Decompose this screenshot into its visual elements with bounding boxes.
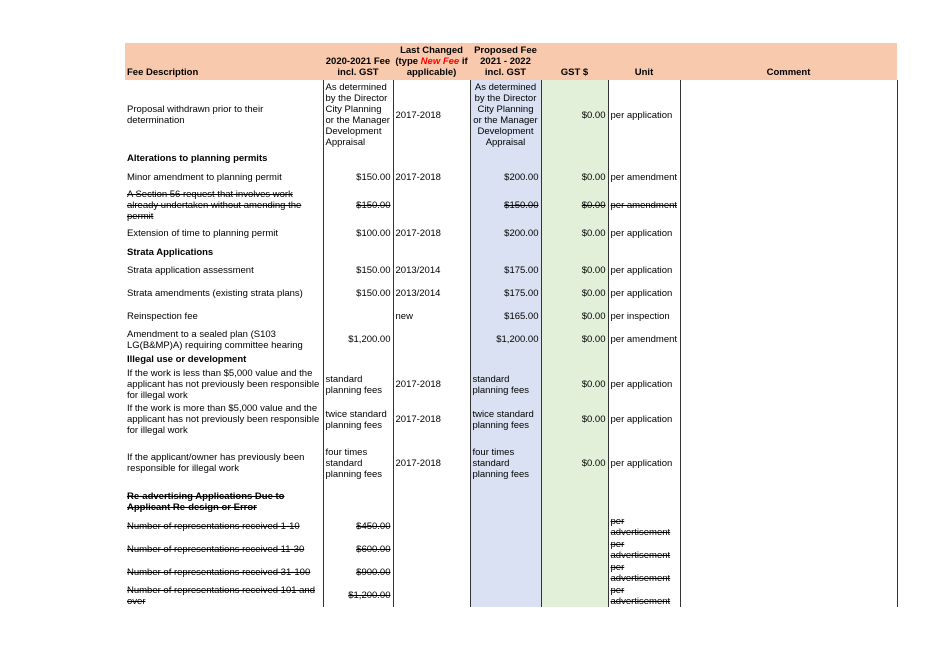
cell-proposed-fee bbox=[470, 351, 541, 367]
cell-gst: $0.00 bbox=[541, 328, 608, 351]
cell-fee-2020: standard planning fees bbox=[323, 367, 393, 402]
cell-proposed-fee: As determined by the Director City Planning or the Manager Development Appraisal bbox=[470, 80, 541, 150]
cell-comment bbox=[680, 150, 897, 166]
cell-comment bbox=[680, 222, 897, 245]
cell-fee-2020: $600.00 bbox=[323, 538, 393, 561]
cell-comment bbox=[680, 245, 897, 259]
cell-unit: per application bbox=[608, 402, 680, 437]
cell-unit: per application bbox=[608, 282, 680, 305]
cell-fee-2020: $150.00 bbox=[323, 259, 393, 282]
cell-comment bbox=[680, 351, 897, 367]
header-last-changed-line1: Last Changed bbox=[400, 45, 463, 56]
cell-unit: per application bbox=[608, 437, 680, 489]
section-heading-row bbox=[125, 150, 897, 166]
cell-fee-2020: $900.00 bbox=[323, 561, 393, 584]
cell-proposed-fee: twice standard planning fees bbox=[470, 402, 541, 437]
cell-last-changed bbox=[393, 351, 470, 367]
cell-fee-description: Re-advertising Applications Due to Applicant Re-design or Error bbox=[127, 491, 285, 513]
cell-proposed-fee: $175.00 bbox=[470, 282, 541, 305]
cell-comment bbox=[680, 402, 897, 437]
cell-fee-2020: $1,200.00 bbox=[323, 584, 393, 607]
cell-unit: per advertisement bbox=[608, 538, 680, 561]
cell-fee-description: Amendment to a sealed plan (S103 LG(B&MP)A) requiring committee hearing bbox=[127, 328, 303, 351]
table-row bbox=[125, 402, 897, 437]
cell-fee-description: If the applicant/owner has previously been responsible for illegal work bbox=[127, 452, 305, 474]
table-row bbox=[125, 189, 897, 222]
cell-fee-description: Strata application assessment bbox=[127, 265, 254, 276]
cell-gst: $0.00 bbox=[541, 402, 608, 437]
cell-unit: per amendment bbox=[608, 328, 680, 351]
cell-fee-2020: $450.00 bbox=[323, 515, 393, 538]
cell-proposed-fee bbox=[470, 245, 541, 259]
header-comment: Comment bbox=[680, 43, 897, 80]
cell-comment bbox=[680, 437, 897, 489]
fee-schedule-sheet bbox=[125, 43, 897, 607]
cell-unit bbox=[608, 489, 680, 515]
cell-last-changed: new bbox=[393, 305, 470, 328]
header-last-changed bbox=[393, 43, 470, 80]
cell-fee-description: Illegal use or development bbox=[127, 353, 247, 365]
cell-comment bbox=[680, 328, 897, 351]
cell-fee-2020: $150.00 bbox=[323, 282, 393, 305]
cell-fee-2020 bbox=[323, 489, 393, 515]
cell-fee-description: Number of representations received 31-100 bbox=[127, 567, 311, 578]
cell-gst bbox=[541, 515, 608, 538]
cell-proposed-fee bbox=[470, 538, 541, 561]
cell-gst: $0.00 bbox=[541, 367, 608, 402]
cell-gst bbox=[541, 150, 608, 166]
table-row bbox=[125, 282, 897, 305]
table-row bbox=[125, 222, 897, 245]
cell-last-changed: 2017-2018 bbox=[393, 80, 470, 150]
cell-proposed-fee bbox=[470, 515, 541, 538]
cell-fee-description: A Section 56 request that involves work already undertaken without amending the permit bbox=[127, 189, 302, 222]
cell-last-changed bbox=[393, 515, 470, 538]
cell-comment bbox=[680, 80, 897, 150]
cell-comment bbox=[680, 189, 897, 222]
cell-unit: per application bbox=[608, 80, 680, 150]
cell-comment bbox=[680, 515, 897, 538]
cell-fee-description: Reinspection fee bbox=[127, 311, 198, 322]
header-last-changed-type: (type bbox=[395, 56, 419, 67]
cell-proposed-fee bbox=[470, 584, 541, 607]
fee-table bbox=[125, 43, 898, 607]
cell-unit bbox=[608, 245, 680, 259]
cell-gst bbox=[541, 245, 608, 259]
cell-last-changed: 2017-2018 bbox=[393, 367, 470, 402]
cell-gst bbox=[541, 351, 608, 367]
cell-last-changed: 2013/2014 bbox=[393, 282, 470, 305]
cell-gst: $0.00 bbox=[541, 437, 608, 489]
cell-proposed-fee: four times standard planning fees bbox=[470, 437, 541, 489]
table-row bbox=[125, 166, 897, 189]
cell-comment bbox=[680, 584, 897, 607]
cell-fee-description: If the work is less than $5,000 value and the applicant has not previously been responsible for illegal work bbox=[127, 368, 320, 401]
cell-gst: $0.00 bbox=[541, 166, 608, 189]
cell-last-changed bbox=[393, 189, 470, 222]
cell-proposed-fee: $1,200.00 bbox=[470, 328, 541, 351]
header-proposed-line1: Proposed Fee bbox=[474, 45, 537, 56]
cell-fee-description: Number of representations received 101 and over bbox=[127, 584, 316, 607]
cell-fee-2020: $150.00 bbox=[323, 189, 393, 222]
cell-unit: per advertisement bbox=[608, 515, 680, 538]
header-fee-2020-line2: incl. GST bbox=[337, 67, 379, 78]
header-last-changed-applicable: applicable) bbox=[406, 67, 457, 78]
cell-last-changed: 2017-2018 bbox=[393, 222, 470, 245]
cell-fee-description: Number of representations received 1-10 bbox=[127, 521, 300, 532]
table-row bbox=[125, 515, 897, 538]
cell-gst bbox=[541, 489, 608, 515]
cell-fee-2020 bbox=[323, 150, 393, 166]
cell-fee-2020 bbox=[323, 305, 393, 328]
cell-unit: per application bbox=[608, 367, 680, 402]
header-new-fee-label: New Fee bbox=[420, 56, 460, 67]
cell-comment bbox=[680, 166, 897, 189]
cell-fee-2020: four times standard planning fees bbox=[323, 437, 393, 489]
cell-last-changed: 2017-2018 bbox=[393, 166, 470, 189]
cell-proposed-fee: $165.00 bbox=[470, 305, 541, 328]
header-gst: GST $ bbox=[541, 43, 608, 80]
cell-gst: $0.00 bbox=[541, 305, 608, 328]
cell-comment bbox=[680, 489, 897, 515]
cell-last-changed bbox=[393, 538, 470, 561]
cell-proposed-fee bbox=[470, 561, 541, 584]
cell-proposed-fee: $200.00 bbox=[470, 222, 541, 245]
cell-comment bbox=[680, 561, 897, 584]
cell-comment bbox=[680, 538, 897, 561]
cell-comment bbox=[680, 367, 897, 402]
header-fee-description: Fee Description bbox=[125, 43, 323, 80]
section-heading-row bbox=[125, 489, 897, 515]
cell-fee-description: Strata Applications bbox=[127, 246, 214, 258]
table-row bbox=[125, 538, 897, 561]
cell-comment bbox=[680, 305, 897, 328]
cell-proposed-fee: standard planning fees bbox=[470, 367, 541, 402]
cell-unit: per amendment bbox=[608, 166, 680, 189]
cell-unit: per application bbox=[608, 259, 680, 282]
cell-unit: per advertisement bbox=[608, 561, 680, 584]
header-fee-2020 bbox=[323, 43, 393, 80]
cell-gst: $0.00 bbox=[541, 259, 608, 282]
cell-unit: per amendment bbox=[608, 189, 680, 222]
cell-fee-description: Minor amendment to planning permit bbox=[127, 172, 282, 183]
cell-proposed-fee bbox=[470, 489, 541, 515]
table-row bbox=[125, 584, 897, 607]
cell-gst bbox=[541, 584, 608, 607]
cell-comment bbox=[680, 259, 897, 282]
header-last-changed-if: if bbox=[461, 56, 468, 67]
section-heading-row bbox=[125, 245, 897, 259]
cell-last-changed bbox=[393, 561, 470, 584]
cell-gst bbox=[541, 561, 608, 584]
cell-fee-description: Alterations to planning permits bbox=[127, 152, 268, 164]
cell-fee-description: Proposal withdrawn prior to their determination bbox=[127, 104, 264, 126]
cell-fee-description: If the work is more than $5,000 value and the applicant has not previously been responsible for illegal work bbox=[127, 403, 320, 436]
header-proposed-line3: incl. GST bbox=[484, 67, 527, 78]
cell-fee-2020 bbox=[323, 351, 393, 367]
cell-fee-description: Number of representations received 11-30 bbox=[127, 544, 305, 555]
table-row bbox=[125, 305, 897, 328]
cell-unit bbox=[608, 150, 680, 166]
cell-last-changed: 2017-2018 bbox=[393, 437, 470, 489]
cell-gst: $0.00 bbox=[541, 222, 608, 245]
cell-fee-2020: $150.00 bbox=[323, 166, 393, 189]
header-proposed-fee bbox=[470, 43, 541, 80]
cell-last-changed: 2017-2018 bbox=[393, 402, 470, 437]
cell-proposed-fee: $150.00 bbox=[470, 189, 541, 222]
cell-gst bbox=[541, 538, 608, 561]
cell-fee-2020: $100.00 bbox=[323, 222, 393, 245]
cell-gst: $0.00 bbox=[541, 282, 608, 305]
cell-fee-2020: As determined by the Director City Planning or the Manager Development Appraisal bbox=[323, 80, 393, 150]
cell-proposed-fee: $200.00 bbox=[470, 166, 541, 189]
table-row bbox=[125, 561, 897, 584]
header-unit: Unit bbox=[608, 43, 680, 80]
table-row bbox=[125, 328, 897, 351]
cell-gst: $0.00 bbox=[541, 189, 608, 222]
cell-fee-description: Strata amendments (existing strata plans) bbox=[127, 288, 303, 299]
table-row bbox=[125, 367, 897, 402]
table-row bbox=[125, 259, 897, 282]
cell-comment bbox=[680, 282, 897, 305]
cell-fee-2020: twice standard planning fees bbox=[323, 402, 393, 437]
table-row bbox=[125, 80, 897, 150]
cell-unit: per advertisement bbox=[608, 584, 680, 607]
cell-fee-2020 bbox=[323, 245, 393, 259]
cell-fee-description: Extension of time to planning permit bbox=[127, 228, 279, 239]
section-heading-row bbox=[125, 351, 897, 367]
table-body bbox=[125, 80, 897, 607]
cell-unit: per inspection bbox=[608, 305, 680, 328]
table-row bbox=[125, 437, 897, 489]
cell-last-changed bbox=[393, 328, 470, 351]
cell-last-changed bbox=[393, 245, 470, 259]
cell-fee-2020: $1,200.00 bbox=[323, 328, 393, 351]
cell-unit bbox=[608, 351, 680, 367]
cell-proposed-fee bbox=[470, 150, 541, 166]
cell-proposed-fee: $175.00 bbox=[470, 259, 541, 282]
cell-unit: per application bbox=[608, 222, 680, 245]
cell-last-changed bbox=[393, 150, 470, 166]
cell-gst: $0.00 bbox=[541, 80, 608, 150]
cell-last-changed bbox=[393, 584, 470, 607]
header-fee-2020-line1: 2020-2021 Fee bbox=[325, 56, 391, 67]
cell-last-changed bbox=[393, 489, 470, 515]
table-header bbox=[125, 43, 897, 80]
cell-last-changed: 2013/2014 bbox=[393, 259, 470, 282]
header-proposed-line2: 2021 - 2022 bbox=[480, 56, 531, 67]
